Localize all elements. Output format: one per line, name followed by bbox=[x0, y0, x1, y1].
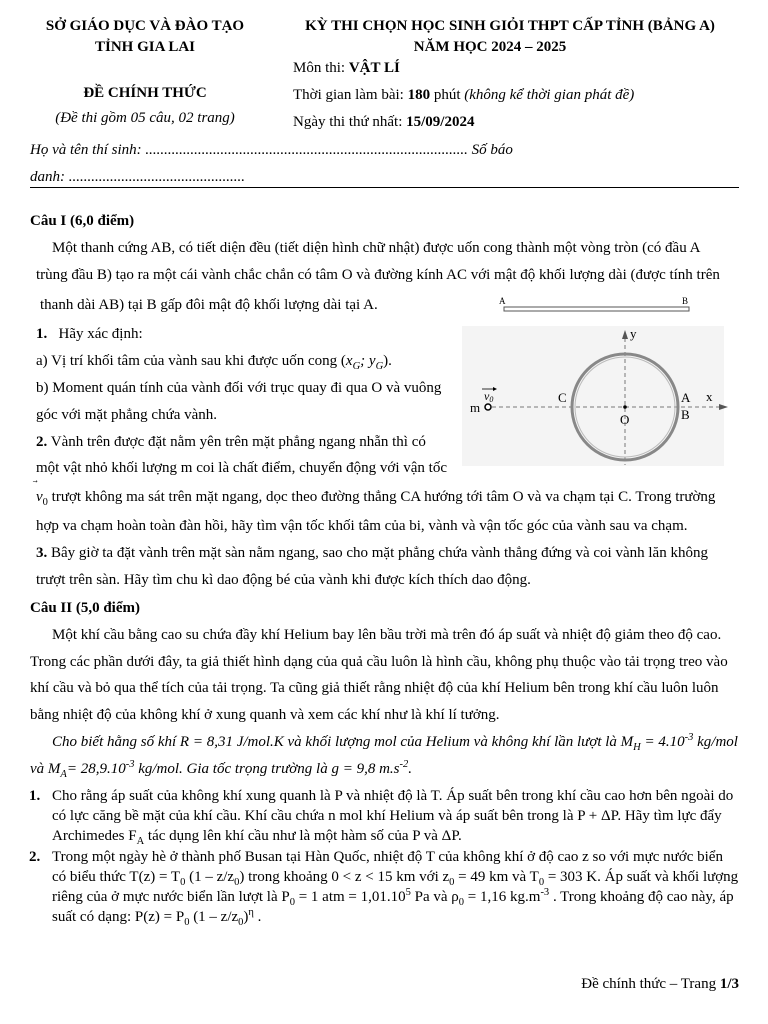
item-number: 2. bbox=[36, 434, 48, 450]
label-o: O bbox=[620, 412, 630, 427]
rod-ab bbox=[504, 307, 689, 311]
q2-item2-line bbox=[52, 889, 734, 906]
item-text: Hãy xác định: bbox=[58, 326, 143, 342]
math-sup: -3 bbox=[684, 732, 694, 743]
time-note: (không kể thời gian phát đề) bbox=[464, 87, 635, 103]
q1-item3 bbox=[36, 545, 708, 562]
item-text: = 1 atm = 1,01.10 bbox=[294, 889, 406, 905]
official-label: ĐỀ CHÍNH THỨC bbox=[83, 85, 207, 101]
q2-given-line2 bbox=[30, 761, 412, 778]
header-divider bbox=[30, 187, 739, 188]
v-letter: v bbox=[36, 489, 43, 505]
time-unit: phút bbox=[430, 87, 465, 103]
question-1-title: Câu I (6,0 điểm) bbox=[30, 213, 135, 229]
item-text: ) bbox=[243, 909, 249, 925]
math-sub: 0 bbox=[449, 877, 455, 888]
label-a: A bbox=[681, 390, 691, 405]
q2-item2-number: 2. bbox=[29, 849, 41, 865]
math-sub: 0 bbox=[180, 877, 186, 888]
math-sub: G bbox=[352, 361, 361, 372]
math-sub: 0 bbox=[234, 877, 240, 888]
item-text: trượt không ma sát trên mặt ngang, dọc theo đường thẳng CA hướng tới tâm O và va chạm tại C. Trong trường bbox=[47, 489, 716, 505]
q2-paragraph-line: Trong các phần dưới đây, ta giả thiết hình dạng của quả cầu luôn là hình cầu, không phụ thuộc vào tải trọng treo vào bbox=[30, 654, 728, 670]
q1-item2-line: một vật nhỏ khối lượng m coi là chất điểm, chuyển động với vận tốc bbox=[36, 460, 447, 476]
given-text: và M bbox=[30, 761, 61, 777]
time-line bbox=[293, 87, 634, 104]
q2-item1-line: có lực căng bề mặt của khí cầu. Khí cầu chứa n mol khí Helium và áp suất bên trong là P + ΔP. Hãy tìm lực đẩy bbox=[52, 808, 722, 824]
given-text: . bbox=[408, 761, 413, 777]
ring-figure bbox=[462, 290, 732, 470]
date-value: 15/09/2024 bbox=[406, 114, 475, 130]
math-sub: H bbox=[633, 742, 641, 753]
item-text: tác dụng lên khí cầu như là một hàm số của P và ΔP. bbox=[144, 828, 462, 844]
q1-item1b-line: góc với mặt phẳng chứa vành. bbox=[36, 407, 218, 423]
item-text: ) trong khoảng 0 < z < 15 km với z bbox=[239, 869, 450, 885]
math-sup: -3 bbox=[540, 887, 550, 898]
label-v-sub: 0 bbox=[489, 395, 494, 404]
mass-point bbox=[485, 404, 491, 410]
label-b: B bbox=[681, 407, 690, 422]
item-text: = 1,16 kg.m bbox=[464, 889, 541, 905]
math-sup: -3 bbox=[125, 759, 135, 770]
q2-item2-line bbox=[52, 909, 261, 926]
label-m: m bbox=[470, 400, 481, 415]
math-sub: 0 bbox=[289, 897, 295, 908]
q2-paragraph-line: bằng nhiệt độ của không khí ở xung quanh và xem các khí như là khí lí tưởng. bbox=[30, 707, 500, 723]
item-number: 1. bbox=[36, 326, 48, 342]
y-axis-label: y bbox=[630, 326, 637, 341]
subject-label: Môn thi: bbox=[293, 60, 349, 76]
q1-item3-line: trượt trên sàn. Hãy tìm chu kì dao động bé của vành khi được kích thích dao động. bbox=[36, 572, 531, 588]
q2-item2-line bbox=[52, 869, 738, 886]
q1-item1a bbox=[36, 353, 392, 370]
math-sub: 0 bbox=[184, 917, 190, 928]
math-x: x bbox=[345, 353, 353, 369]
given-text: kg/mol. Gia tốc trọng trường là g = 9,8 m.s bbox=[134, 761, 400, 777]
candidate-id-line: danh: ............................................... bbox=[30, 169, 245, 185]
item-text: . Trong khoảng độ cao này, áp bbox=[549, 889, 734, 905]
item-text: có biểu thức T(z) = T bbox=[52, 869, 181, 885]
subject-line bbox=[293, 60, 400, 77]
item-text: = 303 K. Áp suất và khối lượng bbox=[544, 869, 739, 885]
q2-item1-line: Cho rằng áp suất của không khí xung quanh là P và nhiệt độ là T. Áp suất bên trong khí cầu cao hơn bên ngoài do bbox=[52, 788, 734, 804]
item-text: Bây giờ ta đặt vành trên mặt sàn nằm ngang, sao cho mặt phẳng chứa vành thẳng đứng và coi vành lăn không bbox=[51, 545, 708, 561]
math-sup: η bbox=[248, 907, 254, 918]
item-text: Pa và ρ bbox=[410, 889, 459, 905]
rod-label-a: A bbox=[499, 296, 506, 306]
q2-item1-line bbox=[52, 828, 462, 845]
math-sup: -2 bbox=[399, 759, 409, 770]
item-text-end: ). bbox=[383, 353, 392, 369]
item-text: a) Vị trí khối tâm của vành sau khi được uốn cong ( bbox=[36, 353, 346, 369]
given-text: = 4.10 bbox=[640, 734, 685, 750]
math-sub: A bbox=[60, 769, 67, 780]
rod-label-b: B bbox=[682, 296, 689, 306]
q2-item1-number: 1. bbox=[29, 788, 41, 804]
math-sub: G bbox=[375, 361, 384, 372]
item-text: (1 – z/z bbox=[189, 909, 239, 925]
given-text: kg/mol bbox=[693, 734, 738, 750]
given-text: = 28,9.10 bbox=[66, 761, 126, 777]
date-line bbox=[293, 114, 474, 131]
x-axis-label: x bbox=[706, 389, 713, 404]
q1-paragraph-line: thanh dài AB) tại B gấp đôi mật độ khối lượng dài tại A. bbox=[40, 297, 378, 313]
q1-paragraph-line: Một thanh cứng AB, có tiết diện đều (tiết diện hình chữ nhật) được uốn cong thành một vòng tròn (có đầu A bbox=[52, 240, 701, 256]
item-number: 3. bbox=[36, 545, 48, 561]
item-text: (1 – z/z bbox=[185, 869, 235, 885]
q1-item2-line: hợp va chạm hoàn toàn đàn hồi, hãy tìm vận tốc khối tâm của bi, vành và vận tốc góc của vành sau va chạm. bbox=[36, 518, 688, 534]
school-year: NĂM HỌC 2024 – 2025 bbox=[413, 39, 567, 55]
math-sub: A bbox=[136, 836, 145, 847]
math-sup: 5 bbox=[405, 887, 411, 898]
math-sub: 0 bbox=[238, 917, 244, 928]
q2-paragraph-line: khí cầu và bỏ qua thể tích của tải trọng. Ta cũng giả thiết rằng nhiệt độ của khí Helium bên trong khí cầu luôn luôn bbox=[30, 680, 719, 696]
item-text: riêng của ở mực nước biển lần lượt là P bbox=[52, 889, 290, 905]
page-footer bbox=[581, 976, 739, 993]
time-label: Thời gian làm bài: bbox=[293, 87, 408, 103]
q2-item2-line: Trong một ngày hè ở thành phố Busan tại Hàn Quốc, nhiệt độ T của không khí ở độ cao z so với mực nước biển bbox=[52, 849, 723, 865]
exam-title: KỲ THI CHỌN HỌC SINH GIỎI THPT CẤP TỈNH (BẢNG A) bbox=[305, 18, 715, 34]
v0-symbol bbox=[36, 489, 43, 505]
item-text: Archimedes F bbox=[52, 828, 137, 844]
date-label: Ngày thi thứ nhất: bbox=[293, 114, 407, 130]
q1-item2 bbox=[36, 434, 426, 451]
footer-text: Đề chính thức – Trang bbox=[581, 976, 720, 992]
q2-paragraph-line: Một khí cầu bằng cao su chứa đầy khí Helium bay lên bầu trời mà trên đó áp suất và nhiệt độ giảm theo độ cao. bbox=[52, 627, 722, 643]
page-number: 1/3 bbox=[719, 976, 739, 992]
given-text: Cho biết hằng số khí R = 8,31 J/mol.K và khối lượng mol của Helium và không khí lần lượt là M bbox=[52, 734, 634, 750]
label-c: C bbox=[558, 390, 567, 405]
q1-item2-line bbox=[36, 489, 715, 506]
question-2-title: Câu II (5,0 điểm) bbox=[30, 600, 141, 616]
math-sub: 0 bbox=[458, 897, 465, 908]
item-text: suất có dạng: P(z) = P bbox=[52, 909, 185, 925]
q1-item1 bbox=[36, 326, 143, 343]
math-sep: ; y bbox=[360, 353, 376, 369]
candidate-name-line: Họ và tên thí sinh: ...................................................................................... Số báo bbox=[30, 142, 513, 158]
item-text: Vành trên được đặt nằm yên trên mặt phẳng ngang nhẵn thì có bbox=[50, 434, 426, 450]
label-v: v bbox=[484, 389, 490, 403]
time-value: 180 bbox=[407, 87, 431, 103]
center-point bbox=[623, 405, 627, 409]
item-text: . bbox=[253, 909, 262, 925]
q1-item1b-line: b) Moment quán tính của vành đối với trục quay đi qua O và vuông bbox=[36, 380, 442, 396]
math-sub: 0 bbox=[42, 497, 48, 508]
q1-paragraph-line: trùng đầu B) tạo ra một cái vành chắc chắn có tâm O và đường kính AC với mật độ khối lượng dài (được tính trên bbox=[36, 267, 720, 283]
q2-given-line1 bbox=[52, 734, 738, 751]
dept-line2: TỈNH GIA LAI bbox=[94, 39, 196, 55]
item-text: = 49 km và T bbox=[454, 869, 539, 885]
math-sub: 0 bbox=[538, 877, 545, 888]
subject-value: VẬT LÍ bbox=[348, 60, 400, 76]
page-count-note: (Đề thi gồm 05 câu, 02 trang) bbox=[55, 110, 235, 126]
dept-line1: SỞ GIÁO DỤC VÀ ĐÀO TẠO bbox=[45, 18, 245, 34]
